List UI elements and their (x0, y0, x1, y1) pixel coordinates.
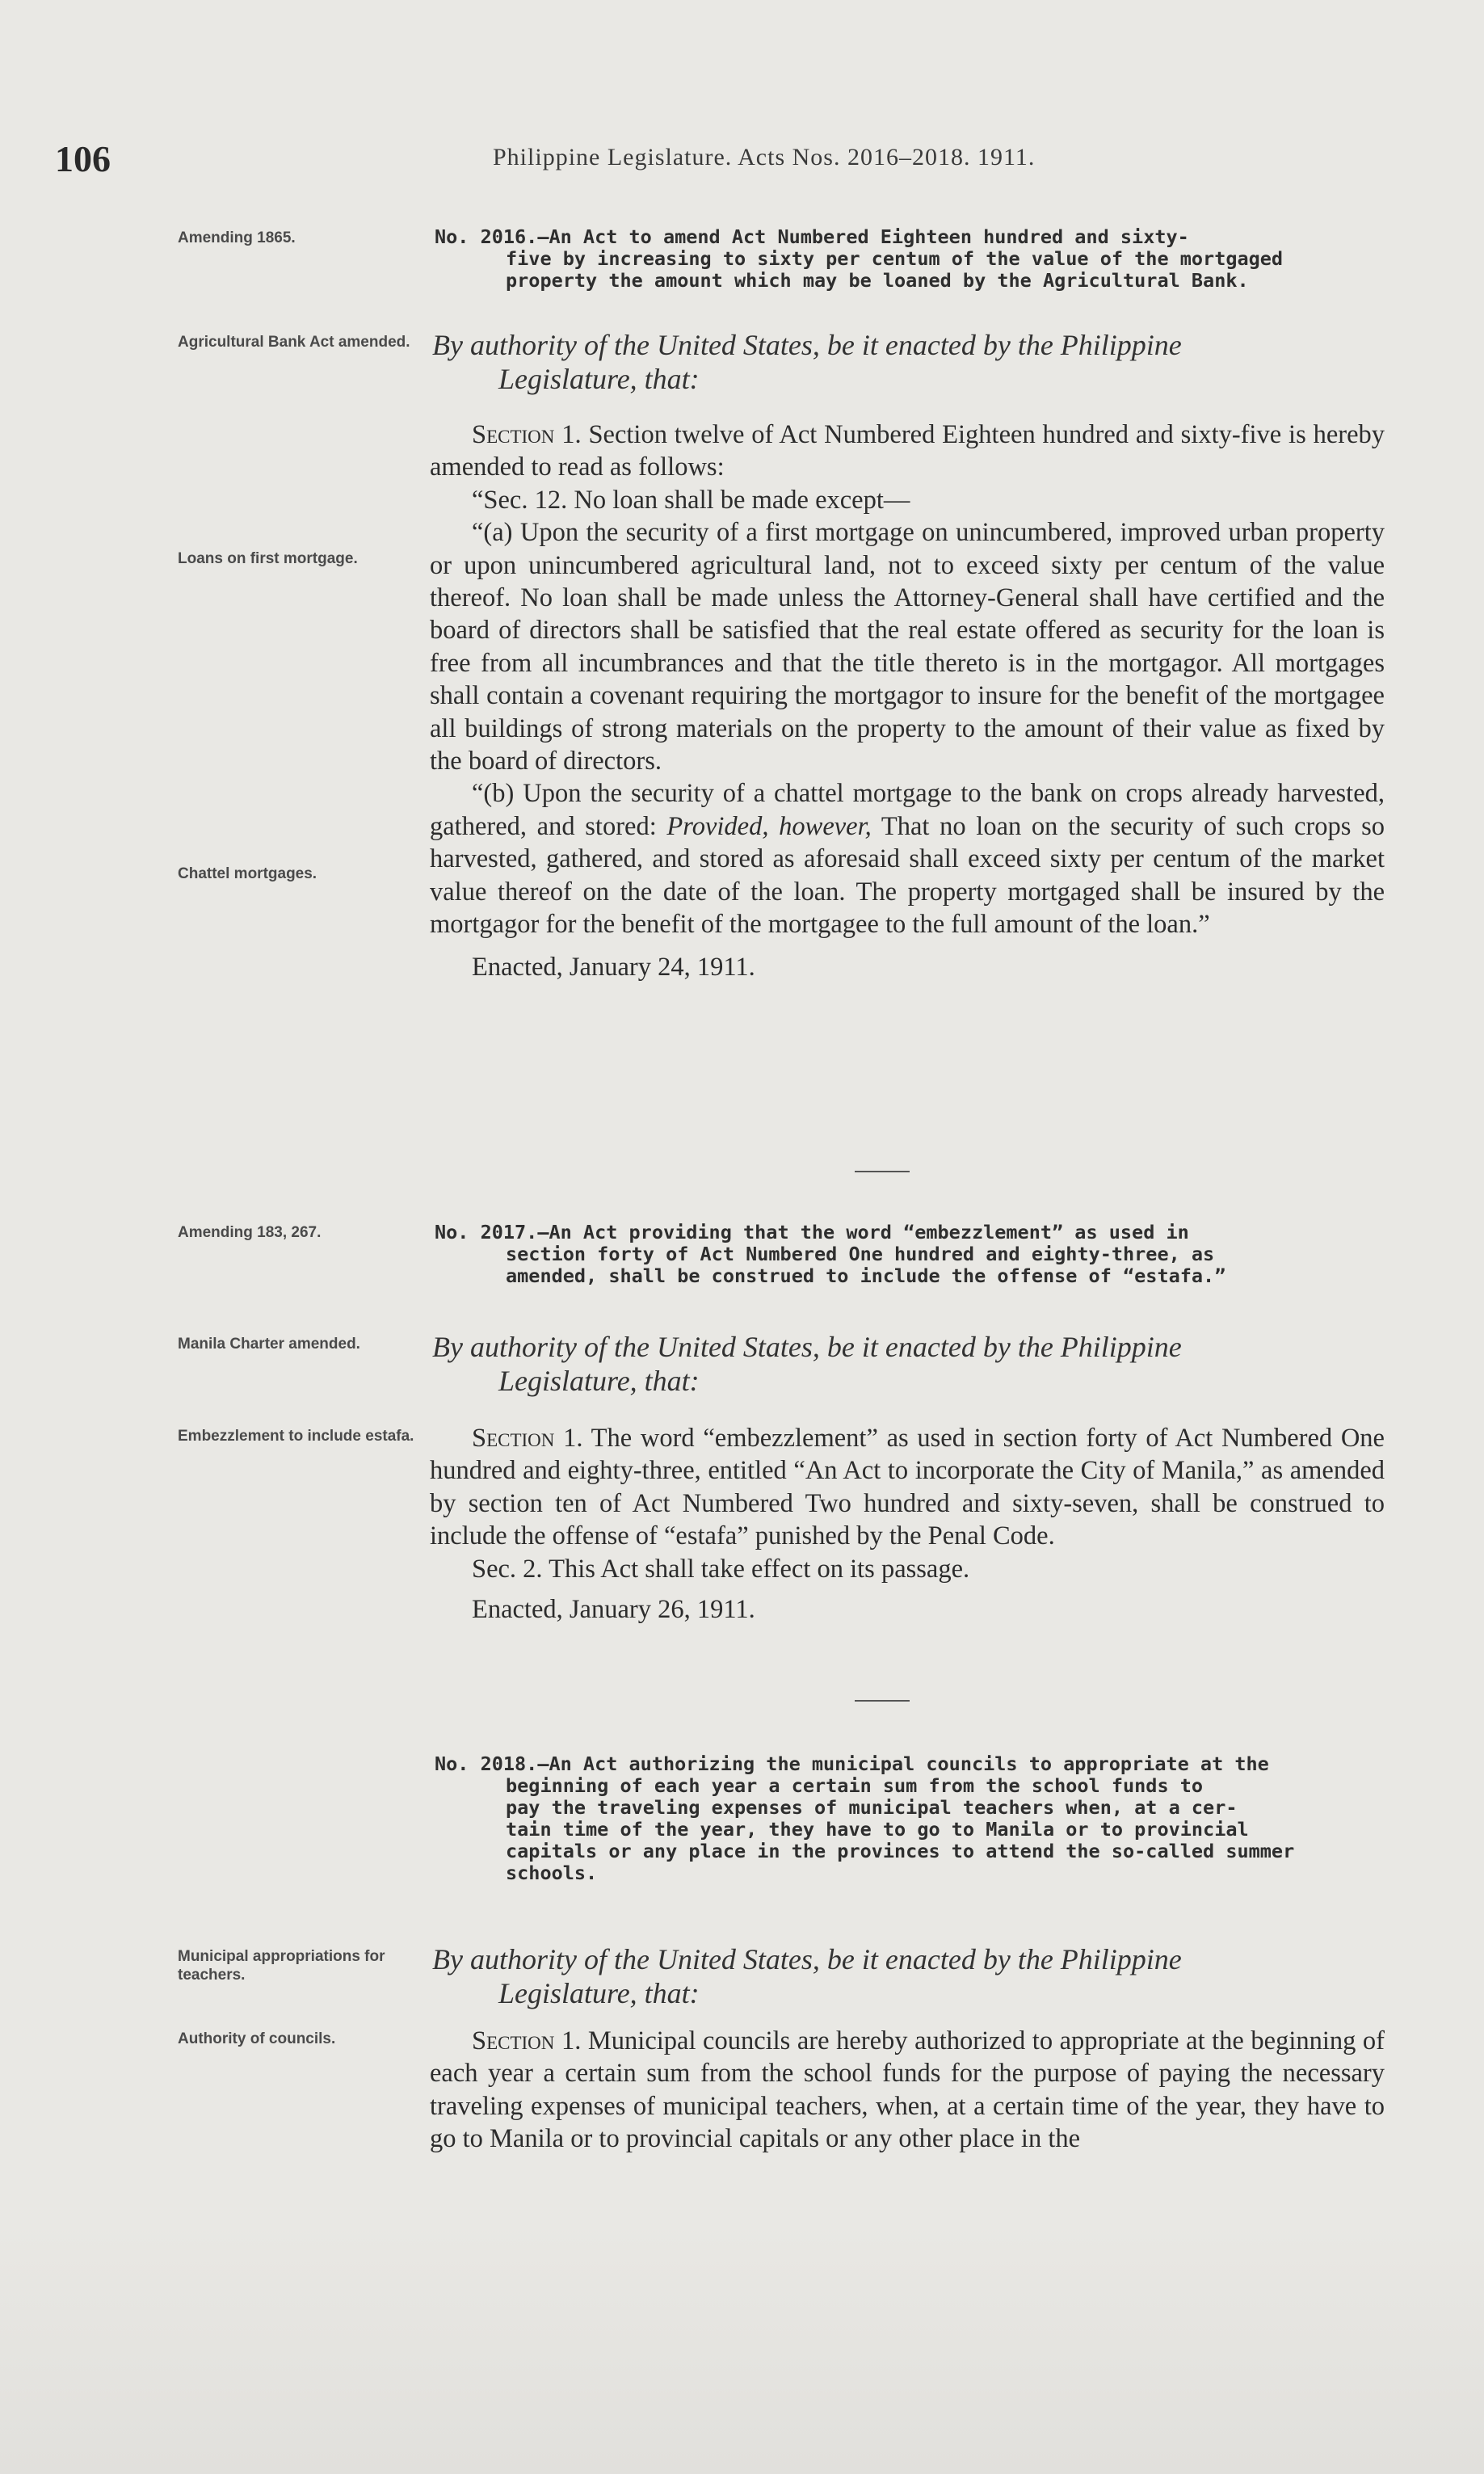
act-2017-enacting-clause (432, 1330, 1385, 1398)
running-head: Philippine Legislature. Acts Nos. 2016–2018. 1911. (493, 144, 1036, 170)
act-2016-title-line-1: No. 2016.—An Act to amend Act Numbered Eighteen hundred and sixty- (435, 225, 1189, 248)
act-2018-enacting-line-1: By authority of the United States, be it enacted by the Philippine (432, 1943, 1182, 1975)
margin-note-loans-first-mortgage: Loans on first mortgage. (178, 550, 358, 567)
act-2017-title-line-2: section forty of Act Numbered One hundred and eighty-three, as (506, 1243, 1215, 1265)
act-2016-paragraph-a: “(a) Upon the security of a first mortgage on unincumbered, improved urban property or upon unincumbered agricultural land, not to exceed sixty per centum of the value thereof. No loan shall be made unless the Attorney-General shall have certified and the board of directors shall be satisfied that the real estate offered as security for the loan is free from all incumbrances and that the title thereto is in the mortgagor. All mortgages shall contain a covenant requiring the mortgagor to insure for the benefit of the mortgagee all buildings of strong materials on the property to the amount of their value as fixed by the board of directors. (430, 518, 1385, 776)
act-2016-enacting-clause (432, 328, 1385, 396)
act-2016-title (435, 226, 1388, 292)
act-2018-enacting-line-2: Legislature, that: (498, 1977, 700, 2009)
act-2018-body (430, 2025, 1385, 2156)
margin-note-authority-councils: Authority of councils. (178, 2030, 336, 2047)
act-2016-paragraph-b-rest: That no loan on the security of such crops so harvested, gathered, and stored as aforesaid shall exceed sixty per centum of the market value thereof on the date of the loan. The property mortgaged shall be insured by the mortgagor for the benefit of the mortgagee to the full amount of the loan.” (430, 811, 1385, 940)
act-2016-body (430, 419, 1385, 983)
act-2017-title (435, 1222, 1388, 1287)
act-2018-section-1-label: Section 1. (472, 2026, 582, 2055)
act-2016-enacting-line-1: By authority of the United States, be it enacted by the Philippine (432, 329, 1182, 361)
act-2018-title-line-5: capitals or any place in the provinces to attend the so-called summer (506, 1840, 1295, 1862)
act-2016-paragraph-b-start: “(b) Upon the security of a chattel mortgage to the bank on crops already harvested, gathered, and stored: (430, 779, 1385, 841)
act-2016-title-line-3: property the amount which may be loaned by the Agricultural Bank. (506, 269, 1249, 292)
act-2018-section-1 (430, 2025, 1385, 2156)
act-2016-enacted-date: Enacted, January 24, 1911. (472, 952, 755, 982)
margin-note-embezzlement-estafa: Embezzlement to include estafa. (178, 1428, 414, 1445)
act-2016-section-1 (430, 419, 1385, 484)
act-2018-title-line-2: beginning of each year a certain sum from the school funds to (506, 1774, 1204, 1797)
act-2018-title-line-3: pay the traveling expenses of municipal teachers when, at a cer- (506, 1796, 1238, 1819)
act-2017-section-1 (430, 1422, 1385, 1553)
act-2017-section-1-label: Section 1. (472, 1424, 583, 1453)
margin-note-chattel-mortgages: Chattel mortgages. (178, 865, 317, 882)
margin-note-municipal-appropriations: Municipal appropriations for teachers. (178, 1948, 385, 1984)
act-2017-body (430, 1422, 1385, 1626)
act-2018-enacting-clause (432, 1942, 1385, 2010)
act-2018-title (435, 1753, 1388, 1884)
act-2016-section-1-text: Section twelve of Act Numbered Eighteen hundred and sixty-five is hereby amended to read as follows: (430, 420, 1385, 482)
page-bottom-margin (0, 2222, 1484, 2474)
act-2016-enacting-line-2: Legislature, that: (498, 363, 700, 395)
act-2017-section-2: Sec. 2. This Act shall take effect on its passage. (472, 1554, 970, 1584)
section-divider-2 (855, 1700, 910, 1702)
margin-note-amending-183-267: Amending 183, 267. (178, 1224, 322, 1241)
margin-note-manila-charter: Manila Charter amended. (178, 1336, 360, 1353)
margin-note-bank-act: Agricultural Bank Act amended. (178, 334, 410, 351)
act-2018-title-line-4: tain time of the year, they have to go to Manila or to provincial (506, 1818, 1249, 1841)
act-2017-enacting-line-1: By authority of the United States, be it enacted by the Philippine (432, 1331, 1182, 1363)
act-2016-section-1-label: Section 1. (472, 420, 582, 449)
act-2018-title-line-1: No. 2018.—An Act authorizing the municipal councils to appropriate at the (435, 1752, 1269, 1775)
act-2017-title-line-3: amended, shall be construed to include the offense of “estafa.” (506, 1264, 1226, 1287)
act-2016-title-line-2: five by increasing to sixty per centum of the value of the mortgaged (506, 247, 1284, 270)
act-2017-enacted-date: Enacted, January 26, 1911. (472, 1595, 755, 1625)
act-2016-paragraph-b-proviso: Provided, however, (666, 811, 872, 841)
act-2016-paragraph-b (430, 777, 1385, 940)
act-2017-section-1-text: The word “embezzlement” as used in section forty of Act Numbered One hundred and eighty-three, entitled “An Act to incorporate the City of Manila,” as amended by section ten of Act Numbered Two hundred and sixty-seven, shall be construed to include the offense of “estafa” punished by the Penal Code. (430, 1424, 1385, 1551)
margin-note-amending-1865: Amending 1865. (178, 229, 296, 246)
page-number: 106 (55, 138, 111, 179)
act-2018-section-1-text: Municipal councils are hereby authorized to appropriate at the beginning of each year a certain sum from the school funds for the purpose of paying the necessary traveling expenses of municipal teachers, when, at a certain time of the year, they have to go to Manila or to provincial capitals or any other place in the (430, 2026, 1385, 2154)
section-divider-1 (855, 1171, 910, 1172)
act-2017-title-line-1: No. 2017.—An Act providing that the word “embezzlement” as used in (435, 1221, 1189, 1243)
act-2017-enacting-line-2: Legislature, that: (498, 1365, 700, 1397)
act-2016-sec12-intro: “Sec. 12. No loan shall be made except— (472, 485, 910, 515)
act-2018-title-line-6: schools. (506, 1862, 598, 1884)
